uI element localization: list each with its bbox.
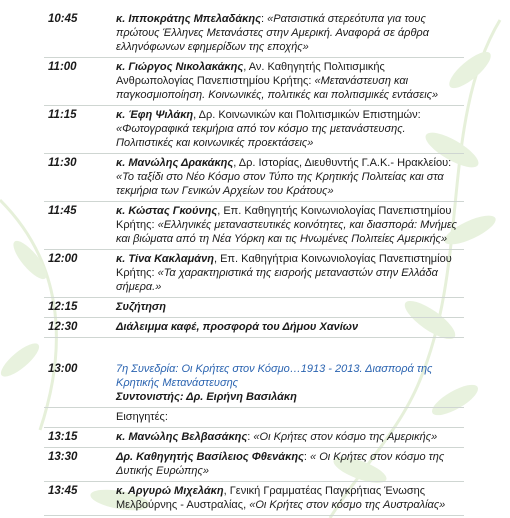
schedule-row bbox=[44, 482, 464, 516]
speaker-affiliation: , Αν. Καθηγητής Πολιτισμικής Ανθρωπολογίας Πανεπιστημίου Κρήτης: bbox=[116, 61, 385, 87]
schedule-row bbox=[44, 106, 464, 154]
speaker-affiliation: , Επ. Καθηγήτρια Κοινωνιολογίας Πανεπιστημίου Κρήτης: bbox=[116, 253, 452, 279]
time-slot: 13:15 bbox=[48, 431, 78, 443]
time-slot: 13:30 bbox=[48, 451, 78, 463]
talk-title: « Οι Κρήτες στον κόσμο της Δυτικής Ευρώπης» bbox=[116, 451, 445, 477]
talk-entry bbox=[116, 484, 464, 512]
schedule-row bbox=[44, 154, 464, 202]
speaker-name: κ. Κώστας Γκούνης bbox=[116, 205, 218, 217]
talk-entry bbox=[116, 12, 464, 54]
speaker-affiliation: , Δρ. Κοινωνικών και Πολιτισμικών Επιστημών: bbox=[193, 109, 421, 121]
speaker-affiliation: , Γενική Γραμματέας Παγκρήτιας Ένωσης Μελβούρνης - Αυστραλίας, bbox=[116, 485, 426, 511]
schedule-row bbox=[44, 298, 464, 318]
talk-title: «Μετανάστευση και παγκοσμιοποίηση. Κοινωνικές, πολιτικές και πολιτισμικές εντάσεις» bbox=[116, 75, 439, 101]
talk-title: «Οι Κρήτες στον κόσμο της Αυστραλίας» bbox=[249, 499, 446, 511]
time-slot: 10:45 bbox=[48, 13, 78, 25]
schedule-row bbox=[44, 202, 464, 250]
schedule-row bbox=[44, 428, 464, 448]
talk-entry bbox=[116, 450, 464, 478]
time-slot: 11:15 bbox=[48, 109, 77, 121]
speakers-label-row bbox=[44, 408, 464, 428]
time-slot: 11:30 bbox=[48, 157, 77, 169]
speakers-label: Εισηγητές: bbox=[116, 411, 168, 423]
speaker-affiliation: : bbox=[260, 13, 268, 25]
speaker-name: κ. Γιώργος Νικολακάκης bbox=[116, 61, 244, 73]
schedule-row bbox=[44, 58, 464, 106]
schedule-row bbox=[44, 10, 464, 58]
speaker-name: κ. Έφη Ψιλάκη bbox=[116, 109, 194, 121]
speaker-name: κ. Μανώλης Δρακάκης bbox=[116, 157, 234, 169]
time-slot: 12:00 bbox=[48, 253, 78, 265]
time-slot: 12:30 bbox=[48, 321, 78, 333]
time-slot: 12:15 bbox=[48, 301, 78, 313]
talk-title: «Οι Κρήτες στον κόσμο της Αμερικής» bbox=[253, 431, 438, 443]
speaker-name: κ. Μανώλης Βελβασάκης bbox=[116, 431, 248, 443]
conference-schedule bbox=[44, 10, 464, 516]
time-slot: 11:00 bbox=[48, 61, 77, 73]
coffee-break-entry: Διάλειμμα καφέ, προσφορά του Δήμου Χανίων bbox=[116, 321, 359, 333]
talk-entry bbox=[116, 60, 464, 102]
talk-entry bbox=[116, 108, 464, 150]
time-slot: 13:00 bbox=[48, 363, 78, 375]
schedule-row bbox=[44, 448, 464, 482]
time-slot-empty bbox=[44, 410, 116, 424]
speaker-affiliation: , Επ. Καθηγητής Κοινωνιολογίας Πανεπιστημίου Κρήτης: bbox=[116, 205, 452, 231]
talk-entry bbox=[116, 252, 464, 294]
speaker-name: κ. Τίνα Κακλαμάνη bbox=[116, 253, 214, 265]
speaker-name: Δρ. Καθηγητής Βασίλειος Φθενάκης bbox=[116, 451, 304, 463]
talk-title: «Το ταξίδι στο Νέο Κόσμο στον Τύπο της Κρητικής Πολιτείας και στα τεκμήρια των Γενικών Αρχείων του Κράτους» bbox=[116, 171, 444, 197]
talk-entry bbox=[116, 204, 464, 246]
talk-entry bbox=[116, 430, 464, 444]
time-slot: 11:45 bbox=[48, 205, 77, 217]
speaker-affiliation: , Δρ. Ιστορίας, Διευθυντής Γ.Α.Κ.- Ηρακλείου: bbox=[233, 157, 452, 169]
session-title: 7η Συνεδρία: Οι Κρήτες στον Κόσμο…1913 - 2013. Διασπορά της Κρητικής Μετανάστευσης bbox=[116, 363, 433, 389]
session-coordinator: Συντονιστής: Δρ. Ειρήνη Βασιλάκη bbox=[116, 391, 297, 403]
talk-title: «Φωτογραφικά τεκμήρια από τον κόσμο της μετανάστευσης. Πολιτιστικές και κοινωνικές προεκτάσεις» bbox=[116, 123, 406, 149]
time-slot: 13:45 bbox=[48, 485, 78, 497]
speaker-affiliation: : bbox=[247, 431, 254, 443]
talk-title: «Ελληνικές μεταναστευτικές κοινότητες, και διασπορά: Μνήμες και βιώματα από τη Νέα Υόρκη και τις Ηνωμένες Πολιτείες Αμερικής» bbox=[116, 219, 457, 245]
schedule-row bbox=[44, 250, 464, 298]
schedule-row bbox=[44, 318, 464, 338]
talk-title: «Ρατσιστικά στερεότυπα για τους πρώτους Έλληνες Μετανάστες στην Αμερική. Αναφορά σε άρθρα ελληνόφωνων εφημερίδων της εποχής» bbox=[116, 13, 430, 53]
talk-entry bbox=[116, 156, 464, 198]
session-header-row bbox=[44, 360, 464, 408]
discussion-entry: Συζήτηση bbox=[116, 301, 166, 313]
speaker-name: κ. Αργυρώ Μιχελάκη bbox=[116, 485, 224, 497]
speaker-name: κ. Ιπποκράτης Μπελαδάκης bbox=[116, 13, 261, 25]
talk-title: «Τα χαρακτηριστικά της εισροής μεταναστών στην Ελλάδα σήμερα.» bbox=[116, 267, 438, 293]
session-info bbox=[116, 362, 464, 404]
speaker-affiliation: : bbox=[303, 451, 311, 463]
